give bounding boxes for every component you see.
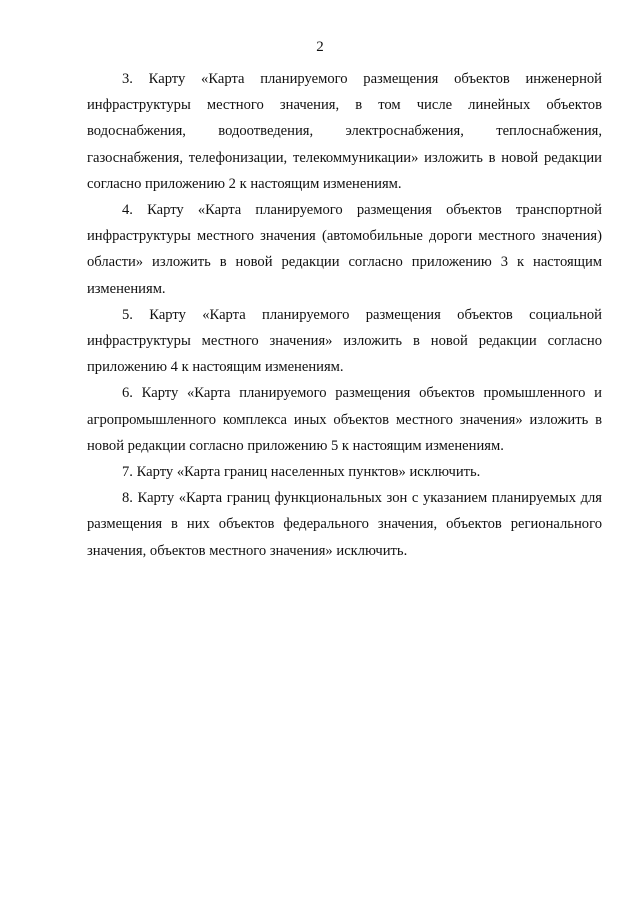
document-body bbox=[87, 66, 602, 564]
paragraph-item-8: 8. Карту «Карта границ функциональных зон с указанием планируемых для размещения в них объектов федерального значения, объектов регионального значения, объектов местного значения» исключить. bbox=[87, 490, 602, 559]
paragraph-item-6: 6. Карту «Карта планируемого размещения объектов промышленного и агропромышленного комплекса иных объектов местного значения» изложить в новой редакции согласно приложению 5 к настоящим изменениям. bbox=[87, 385, 602, 454]
paragraph-item-5: 5. Карту «Карта планируемого размещения объектов социальной инфраструктуры местного значения» изложить в новой редакции согласно приложению 4 к настоящим изменениям. bbox=[87, 306, 602, 376]
page-number: 2 bbox=[316, 39, 324, 55]
paragraph-item-4: 4. Карту «Карта планируемого размещения объектов транспортной инфраструктуры местного значения (автомобильные дороги местного значения) области» изложить в новой редакции согласно приложению 3 к настоящим изменениям. bbox=[87, 202, 602, 297]
paragraph-item-3: 3. Карту «Карта планируемого размещения объектов инженерной инфраструктуры местного значения, в том числе линейных объектов водоснабжения, водоотведения, электроснабжения, теплоснабжения, газоснабжения, телефонизации, телекоммуникации» изложить в новой редакции согласно приложению 2 к настоящим изменениям. bbox=[87, 71, 602, 192]
paragraph-item-7: 7. Карту «Карта границ населенных пунктов» исключить. bbox=[122, 464, 481, 481]
